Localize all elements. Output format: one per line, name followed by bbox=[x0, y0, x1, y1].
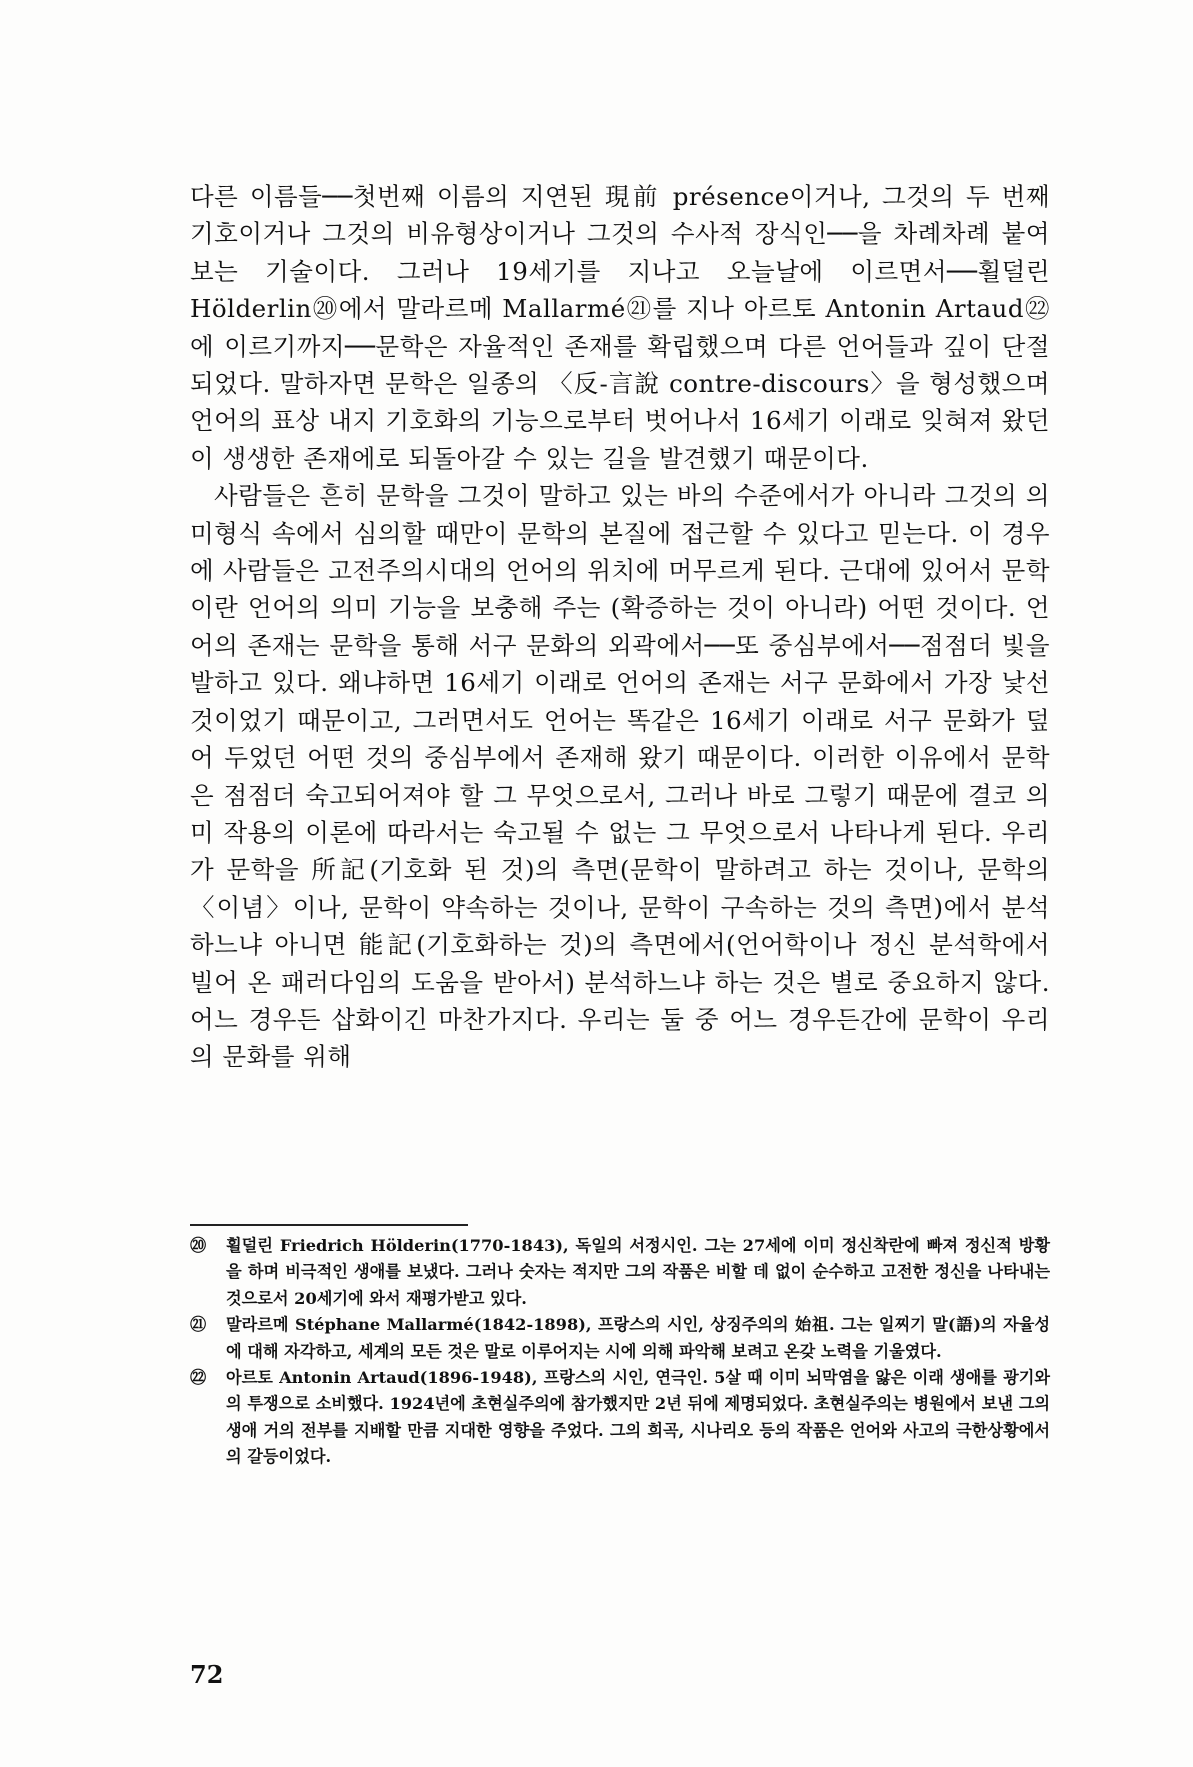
footnote-number: ⑳ bbox=[190, 1236, 207, 1255]
footnote-artaud bbox=[190, 1365, 1050, 1471]
paragraph: 다른 이름들──첫번째 이름의 지연된 現前 présence이거나, 그것의 두 번째 기호이거나 그것의 비유형상이거나 그것의 수사적 장식인──을 차례차례 붙여 보는 기술이다. 그러나 19세기를 지나고 오늘날에 이르면서──횔덜린 Hölderlin⑳에서 말라르메 Mallarmé㉑를 지나 아르토 Antonin Artaud㉒에 이르기까지──문학은 자율적인 존재를 확립했으며 다른 언어들과 깊이 단절되었다. 말하자면 문학은 일종의 〈反-言說 contre-discours〉을 형성했으며 언어의 표상 내지 기호화의 기능으로부터 벗어나서 16세기 이래로 잊혀져 왔던 이 생생한 존재에로 되돌아갈 수 있는 길을 발견했기 때문이다. bbox=[190, 182, 1050, 473]
footnote-text: 횔덜린 Friedrich Hölderin(1770-1843), 독일의 서정시인. 그는 27세에 이미 정신착란에 빠져 정신적 방황을 하며 비극적인 생애를 보냈다. 그러나 숫자는 적지만 그의 작품은 비할 데 없이 순수하고 고전한 정신을 나타내는 것으로서 20세기에 와서 재평가받고 있다. bbox=[226, 1236, 1050, 1308]
footnote-text: 말라르메 Stéphane Mallarmé(1842-1898), 프랑스의 시인, 상징주의의 始祖. 그는 일찌기 말(語)의 자율성에 대해 자각하고, 세계의 모든 것은 말로 이루어지는 시에 의해 파악해 보려고 온갖 노력을 기울였다. bbox=[226, 1315, 1050, 1361]
footnote-holderlin bbox=[190, 1233, 1050, 1312]
page-number: 72 bbox=[190, 1660, 224, 1689]
footnotes-section bbox=[190, 1233, 1050, 1471]
footnote-text: 아르토 Antonin Artaud(1896-1948), 프랑스의 시인, 연극인. 5살 때 이미 뇌막염을 앓은 이래 생애를 광기와의 투쟁으로 소비했다. 1924년에 초현실주의에 참가했지만 2년 뒤에 제명되었다. 초현실주의는 병원에서 보낸 그의 생애 거의 전부를 지배할 만큼 지대한 영향을 주었다. 그의 희곡, 시나리오 등의 작품은 언어와 사고의 극한상황에서의 갈등이었다. bbox=[226, 1368, 1050, 1467]
footnote-mallarme bbox=[190, 1312, 1050, 1365]
main-text bbox=[190, 178, 1050, 1076]
footnote-divider bbox=[190, 1224, 468, 1226]
footnote-number: ㉑ bbox=[190, 1315, 207, 1335]
footnote-number: ㉒ bbox=[190, 1368, 207, 1388]
paragraph: 사람들은 흔히 문학을 그것이 말하고 있는 바의 수준에서가 아니라 그것의 의미형식 속에서 심의할 때만이 문학의 본질에 접근할 수 있다고 믿는다. 이 경우에 사람들은 고전주의시대의 언어의 위치에 머무르게 된다. 근대에 있어서 문학이란 언어의 의미 기능을 보충해 주는 (확증하는 것이 아니라) 어떤 것이다. 언어의 존재는 문학을 통해 서구 문화의 외곽에서──또 중심부에서──점점더 빛을 발하고 있다. 왜냐하면 16세기 이래로 언어의 존재는 서구 문화에서 가장 낯선 것이었기 때문이고, 그러면서도 언어는 똑같은 16세기 이래로 서구 문화가 덮어 두었던 어떤 것의 중심부에서 존재해 왔기 때문이다. 이러한 이유에서 문학은 점점더 숙고되어져야 할 그 무엇으로서, 그러나 바로 그렇기 때문에 결코 의미 작용의 이론에 따라서는 숙고될 수 없는 그 무엇으로서 나타나게 된다. 우리가 문학을 所記(기호화 된 것)의 측면(문학이 말하려고 하는 것이나, 문학의 〈이념〉이나, 문학이 약속하는 것이나, 문학이 구속하는 것의 측면)에서 분석하느냐 아니면 能記(기호화하는 것)의 측면에서(언어학이나 정신 분석학에서 빌어 온 패러다임의 도움을 받아서) 분석하느냐 하는 것은 별로 중요하지 않다. 어느 경우든 삽화이긴 마찬가지다. 우리는 둘 중 어느 경우든간에 문학이 우리의 문화를 위해 bbox=[190, 481, 1050, 1072]
